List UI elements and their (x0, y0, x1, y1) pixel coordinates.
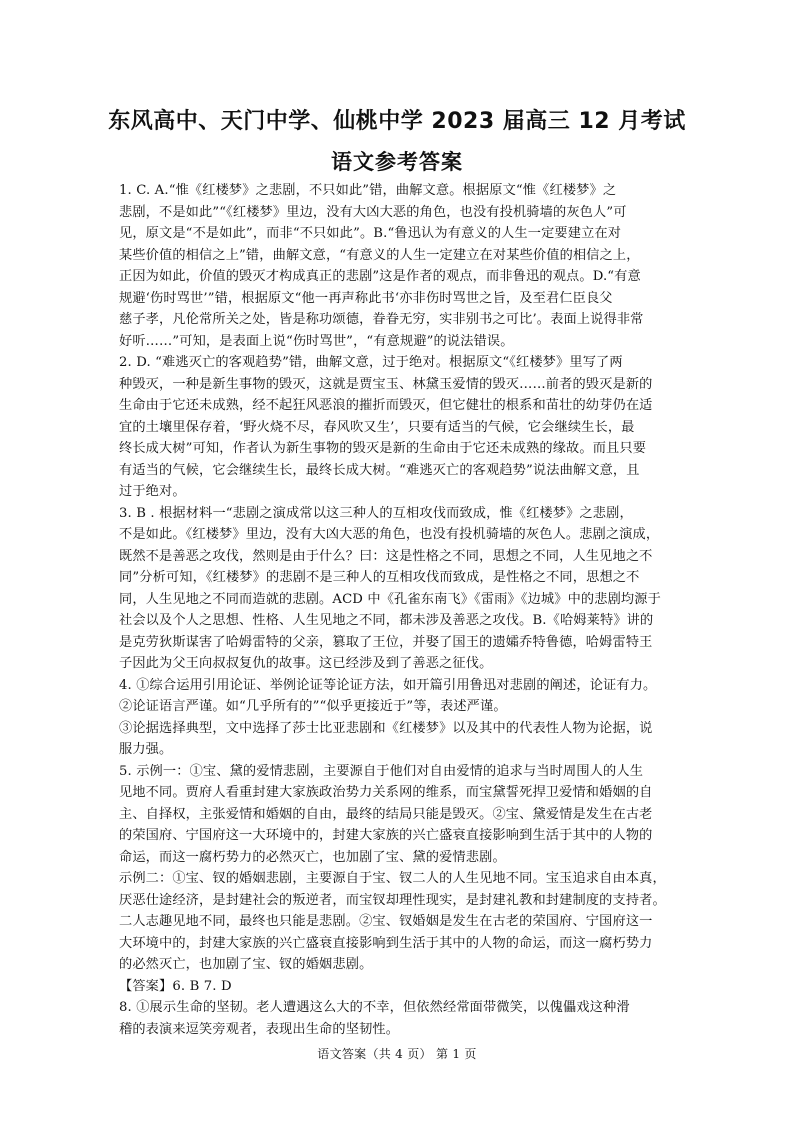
text-line: 的必然灭亡，也加剧了宝、钗的婚姻悲剧。 (119, 957, 373, 972)
text-line: 是克劳狄斯谋害了哈姆雷特的父亲，篡取了王位，并娶了国王的遗孀乔特鲁德，哈姆雷特王 (119, 634, 653, 650)
text-line: 示例二：①宝、钗的婚姻悲剧，主要源自于宝、钗二人的人生见地不同。宝玉追求自由本真， (119, 871, 666, 886)
text-line: ②论证语言严谨。如“几乎所有的”“似乎更接近于”等，表述严谨。 (119, 699, 507, 714)
text-line: 4. ①综合运用引用论证、举例论证等论证方法，如开篇引用鲁迅对悲剧的阐述，论证有力。 (119, 677, 657, 693)
text-line: 好听……”可知，是表面上说“伤时骂世”，“有意规避”的说法错误。 (119, 333, 514, 349)
text-line: 同，人生见地之不同而造就的悲剧。ACD 中《孔雀东南飞》《雷雨》《边城》中的悲剧均源于 (119, 591, 661, 607)
text-line: 慈子孝，凡伦常所关之处，皆是称功颂德，眷眷无穷，实非别书之可比’。表面上说得非常 (119, 312, 644, 327)
text-line: 终长成大树”可知，作者认为新生事物的毁灭是新的生命由于它还未成熟的缘故。而且只要 (119, 441, 647, 456)
text-line: 见，原文是“不是如此”，而非“不只如此”。B.“鲁迅认为有意义的人生一定要建立在对 (119, 226, 622, 241)
text-line: 既然不是善恶之攻伐，然则是由于什么？曰：这是性格之不同，思想之不同，人生见地之不 (119, 548, 653, 564)
text-line: 稽的表演来逗笑旁观者，表现出生命的坚韧性。 (119, 1021, 400, 1037)
text-line: 有适当的气候，它会继续生长，最终长成大树。“难逃灭亡的客观趋势”说法曲解文意，且 (119, 462, 640, 478)
text-line: 命运，而这一腐朽势力的必然灭亡，也加剧了宝、黛的爱情悲剧。 (119, 849, 506, 865)
document-subtitle: 语文参考答案 (331, 150, 463, 174)
text-line: ③论据选择典型，文中选择了莎士比亚悲剧和《红楼梦》以及其中的代表性人物为论据，说 (119, 720, 653, 736)
text-line: 宜的土壤里保存着，‘野火烧不尽，春风吹又生’，只要有适当的气候，它会继续生长，最 (119, 419, 635, 435)
text-line: 服力强。 (119, 742, 173, 757)
text-line: 2. D. “难逃灭亡的客观趋势”错，曲解文意，过于绝对。根据原文“《红楼梦》里写了两 (119, 355, 623, 370)
text-line: 不是如此。《红楼梦》里边，没有大凶大恶的角色，也没有投机骑墙的灰色人。悲剧之演成， (119, 527, 660, 542)
text-line: 1. C. A.“惟《红楼梦》之悲剧，不只如此”错，曲解文意。根据原文“惟《红楼梦》之 (119, 183, 617, 198)
text-line: 某些价值的相信之上”错，曲解文意，“有意义的人生一定建立在对某些价值的相信之上， (119, 247, 640, 263)
text-line: 正因为如此，价值的毁灭才构成真正的悲剧”这是作者的观点，而非鲁迅的观点。D.“有意 (119, 269, 641, 284)
document-title: 东风高中、天门中学、仙桃中学 2023 届高三 12 月考试 (108, 109, 686, 134)
text-line: 二人志趣见地不同，最终也只能是悲剧。②宝、钗婚姻是发生在古老的荣国府、宁国府这一 (119, 914, 653, 929)
text-line: 过于绝对。 (119, 484, 186, 499)
text-line: 厌恶仕途经济，是封建社会的叛逆者，而宝钗却理性现实，是封建礼教和封建制度的支持者。 (119, 892, 666, 908)
text-line: 悲剧，不是如此”“《红楼梦》里边，没有大凶大恶的角色，也没有投机骑墙的灰色人”可 (119, 204, 627, 220)
text-line: 【答案】6. B 7. D (119, 978, 232, 994)
answer-body (119, 180, 677, 1040)
text-line: 同”分析可知，《红楼梦》的悲剧不是三种人的互相攻伐而致成，是性格之不同，思想之不 (119, 570, 640, 585)
text-line: 8. ①展示生命的坚韧。老人遭遇这么大的不幸，但依然经常面带微笑，以傀儡戏这种滑 (119, 1000, 630, 1015)
text-line: 种毁灭，一种是新生事物的毁灭，这就是贾宝玉、林黛玉爱情的毁灭……前者的毁灭是新的 (119, 376, 653, 392)
text-line: 3. B . 根据材料一“悲剧之演成常以这三种人的互相攻伐而致成，惟《红楼梦》之悲剧， (119, 505, 633, 521)
text-line: 主、自择权，主张爱情和婚姻的自由，最终的结局只能是毁灭。②宝、黛爱情是发生在古老 (119, 806, 653, 822)
text-line: 见地不同。贾府人看重封建大家族政治势力关系网的维系，而宝黛誓死捍卫爱情和婚姻的自 (119, 785, 653, 800)
page-footer: 语文答案（共 4 页） 第 1 页 (317, 1047, 477, 1061)
text-line: 的荣国府、宁国府这一大环境中的，封建大家族的兴亡盛衰直接影响到生活于其中的人物的 (119, 828, 653, 843)
text-line: 大环境中的，封建大家族的兴亡盛衰直接影响到生活于其中的人物的命运，而这一腐朽势力 (119, 935, 653, 951)
text-line: 5. 示例一：①宝、黛的爱情悲剧，主要源自于他们对自由爱情的追求与当时周围人的人生 (119, 763, 644, 779)
text-line: 生命由于它还未成熟，经不起狂风恶浪的摧折而毁灭，但它健壮的根系和苗壮的幼芽仍在适 (119, 398, 653, 413)
text-line: 规避‘伤时骂世’”错，根据原文“他一再声称此书‘亦非伤时骂世之旨，及至君仁臣良父 (119, 290, 613, 306)
text-line: 社会以及个人之思想、性格、人生见地之不同，都未涉及善恶之攻伐。B.《哈姆莱特》讲的 (119, 613, 654, 628)
text-line: 子因此为父王向叔叔复仇的故事。这已经涉及到了善恶之征伐。 (119, 656, 493, 671)
